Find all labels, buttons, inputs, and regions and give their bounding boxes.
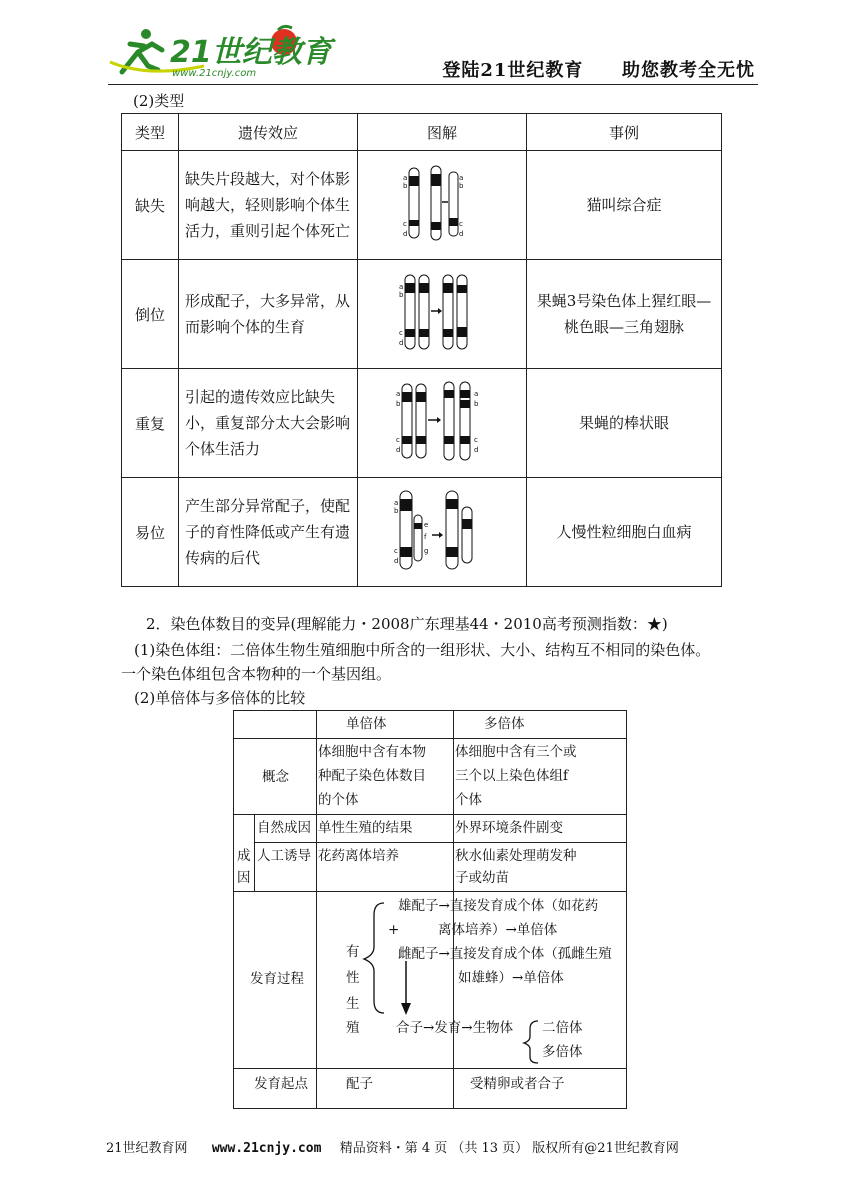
table-header-row [122,114,722,151]
svg-text:f: f [424,533,427,541]
svg-text:b: b [459,182,464,190]
row-example: 果蝇的棒状眼 [527,369,722,478]
artificial-label: 人工诱导 [257,848,311,864]
row-type: 倒位 [122,260,179,369]
artificial-polyploid-2: 子或幼苗 [455,870,509,886]
logo-text: 21世纪教育 [170,35,332,70]
table-row [122,478,722,587]
sexual-label-1: 有 [346,944,360,960]
concept-polyploid-2: 三个以上染色体组f [455,768,568,784]
row-example: 果蝇3号染色体上猩红眼—桃色眼—三角翅脉 [527,260,722,369]
row-effect: 产生部分异常配子，使配子的育性降低或产生有遗传病的后代 [179,478,358,587]
translocation-diagram [358,478,527,587]
col-haploid: 单倍体 [346,716,387,732]
page-footer [106,1137,679,1156]
svg-text:b: b [396,400,401,408]
row-type: 易位 [122,478,179,587]
footer-page-info: 精品资料・第 4 页 （共 13 页） 版权所有@21世纪教育网 [339,1141,679,1156]
svg-text:g: g [424,547,429,555]
cause-label-1: 成 [237,848,251,864]
svg-text:c: c [394,547,398,555]
footer-site: 21世纪教育网 [106,1141,188,1156]
inversion-diagram [358,260,527,369]
concept-haploid-2: 种配子染色体数目 [318,768,426,784]
footer-url[interactable]: www.21cnjy.com [211,1141,322,1156]
table-row [122,260,722,369]
svg-text:d: d [403,230,408,238]
svg-text:b: b [399,291,404,299]
sexual-label-3: 生 [346,996,360,1012]
polyploid-label: 多倍体 [542,1044,583,1060]
svg-text:a: a [399,283,404,291]
svg-text:c: c [403,220,407,228]
dev-start-polyploid: 受精卵或者合子 [470,1076,565,1092]
header-divider [108,84,758,85]
concept-haploid-3: 的个体 [318,792,359,808]
artificial-haploid: 花药离体培养 [318,848,399,864]
sexual-label-4: 殖 [346,1020,360,1036]
dev-start-haploid: 配子 [346,1076,373,1092]
col-polyploid: 多倍体 [484,716,525,732]
svg-text:d: d [399,339,404,347]
diploid-label: 二倍体 [542,1020,583,1036]
svg-text:c: c [399,329,403,337]
svg-text:c: c [474,436,478,444]
natural-haploid: 单性生殖的结果 [318,820,413,836]
deletion-diagram [358,151,527,260]
svg-text:e: e [424,521,429,529]
svg-text:a: a [459,174,464,182]
concept-polyploid-1: 体细胞中含有三个或 [455,744,577,760]
female-line-2: 如雄蜂）→单倍体 [458,970,564,986]
section2-p1-line2: 一个染色体组包含本物种的一个基因组。 [121,665,392,683]
dev-start-label: 发育起点 [254,1076,308,1092]
site-logo[interactable] [108,22,332,80]
svg-text:c: c [396,436,400,444]
row-type: 缺失 [122,151,179,260]
slogan-right: 助您教考全无忧 [622,60,755,81]
cause-label-2: 因 [237,870,251,886]
row-effect: 缺失片段越大，对个体影响越大，轻则影响个体生活力，重则引起个体死亡 [179,151,358,260]
svg-text:b: b [403,182,408,190]
svg-text:d: d [394,557,399,565]
female-line-1: 雌配子→直接发育成个体（孤雌生殖 [398,946,612,962]
concept-label: 概念 [262,769,289,785]
row-effect: 引起的遗传效应比缺失小，重复部分太大会影响个体生活力 [179,369,358,478]
header-diagram: 图解 [358,114,527,151]
section2-p2: (2)单倍体与多倍体的比较 [134,689,306,707]
haploid-polyploid-table [233,710,627,1109]
logo-url: www.21cnjy.com [172,68,257,79]
section2-p1-line1: (1)染色体组：二倍体生物生殖细胞中所含的一组形状、大小、结构互不相同的染色体。 [134,641,711,659]
dev-process-brackets [234,711,626,1108]
row-effect: 形成配子，大多异常，从而影响个体的生育 [179,260,358,369]
table-row [122,151,722,260]
section2-title: 2．染色体数目的变异(理解能力・2008广东理基44・2010高考预测指数：★) [146,615,668,633]
natural-cause-label: 自然成因 [257,820,311,836]
concept-polyploid-3: 个体 [455,792,482,808]
header-type: 类型 [122,114,179,151]
slogan-left: 登陆21世纪教育 [442,60,584,81]
svg-text:a: a [474,390,479,398]
male-line-2: 离体培养）→单倍体 [438,922,558,938]
row-example: 人慢性粒细胞白血病 [527,478,722,587]
header-effect: 遗传效应 [179,114,358,151]
zygote-line: 合子→发育→生物体 [396,1020,514,1036]
svg-text:b: b [474,400,479,408]
row-type: 重复 [122,369,179,478]
svg-text:a: a [396,390,401,398]
svg-text:b: b [394,507,399,515]
section-type-label: (2)类型 [133,92,185,110]
header-example: 事例 [527,114,722,151]
svg-text:d: d [459,230,464,238]
dev-process-label: 发育过程 [250,971,304,987]
svg-text:c: c [459,220,463,228]
mutation-type-table [121,113,722,587]
natural-polyploid: 外界环境条件剧变 [455,820,563,836]
sexual-label-2: 性 [346,970,360,986]
header-slogan [442,56,755,82]
svg-text:d: d [474,446,479,454]
plus-sign: + [388,922,400,938]
svg-text:d: d [396,446,401,454]
row-example: 猫叫综合症 [527,151,722,260]
table-row [122,369,722,478]
concept-haploid-1: 体细胞中含有本物 [318,744,426,760]
svg-text:a: a [403,174,408,182]
male-line-1: 雄配子→直接发育成个体（如花药 [398,898,599,914]
artificial-polyploid-1: 秋水仙素处理萌发种 [455,848,577,864]
svg-text:a: a [394,499,399,507]
duplication-diagram [358,369,527,478]
